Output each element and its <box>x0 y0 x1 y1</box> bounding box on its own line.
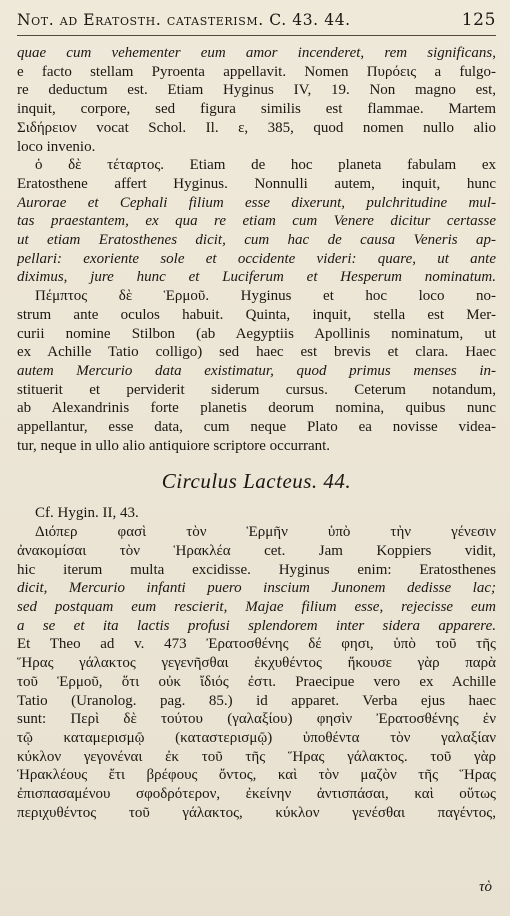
text-line: τῷ καταμερισμῷ (καταστερισμῷ) ὑποθέντα τὸν γαλαξίαν <box>17 729 496 746</box>
text-line: tur, neque in ullo alio antiquiore scriptore occurrant. <box>17 437 331 454</box>
text-line: sed postquam eum rescierit, Majae filium esse, rejecisse eum <box>17 598 496 615</box>
running-header <box>17 10 496 34</box>
text-line: τοῦ Ἑρμοῦ, ὅτι οὐκ ἴδιός ἐστι. Praecipue vero ex Achille <box>17 673 496 690</box>
text-line: Tatio (Uranolog. pag. 85.) id apparet. Verba ejus haec <box>17 692 496 709</box>
text-line: appellantur, esse data, cum neque Plato ea novisse videa- <box>17 419 496 436</box>
running-title: Not. ad Eratosth. catasterism. C. 43. 44. <box>17 11 351 29</box>
text-line: Ἡρακλέους ἔτι βρέφους ὄντος, καὶ τὸν μαζὸν τῆς Ἥρας <box>17 767 496 784</box>
text-line: ab Alexandrinis forte planetis deorum nomina, quibus nunc <box>17 400 496 417</box>
text-line: Cf. Hygin. II, 43. <box>35 505 139 522</box>
text-line: sunt: Περὶ δὲ τούτου (γαλαξίου) φησὶν Ἐρατοσθένης ἐν <box>17 711 496 728</box>
text-line: autem Mercurio data existimatur, quod primus menses in- <box>17 362 496 379</box>
text-line: re deductum est. Etiam Hyginus IV, 19. Non magno est, <box>17 82 496 99</box>
text-line: Aurorae et Cephali filium esse dixerunt, pulchritudine mul- <box>17 194 496 211</box>
catchword: τὸ <box>479 879 492 895</box>
text-line: curii nomine Stilbon (ab Aegyptiis Apollinis nominatum, ut <box>17 325 496 342</box>
text-line: Πέμπτος δὲ Ἑρμοῦ. Hyginus et hoc loco no- <box>35 288 496 305</box>
text-line: dicit, Mercurio infanti puero inscium Junonem dedisse lac; <box>17 580 496 597</box>
section-two-text <box>17 504 496 822</box>
text-line: Et Theo ad v. 473 Ἐρατοσθένης δέ φησι, ὑπὸ τοῦ τῆς <box>17 636 496 653</box>
text-line: ut etiam Eratosthenes dicit, cum hac de causa Veneris ap- <box>17 232 496 249</box>
text-line: diximus, jure hunc et Luciferum et Hesperum nominatum. <box>17 269 496 286</box>
text-line: περιχυθέντος τοῦ γάλακτος, κύκλον γενέσθαι παγέντος, <box>17 804 496 821</box>
text-line: κύκλον γεγονέναι ἐκ τοῦ τῆς Ἥρας γάλακτος. τοῦ γὰρ <box>17 748 496 765</box>
text-line: ἀνακομίσαι τὸν Ἡρακλέα cet. Jam Koppiers vidit, <box>17 542 496 559</box>
section-heading: Circulus Lacteus. 44. <box>161 469 352 494</box>
text-line: strum ante oculos habuit. Quinta, inquit, stella est Mer- <box>17 306 496 323</box>
text-line: ὁ δὲ τέταρτος. Etiam de hoc planeta fabulam ex <box>35 157 496 174</box>
text-line: Σιδήρειον vocat Schol. Il. ε, 385, quod nomen nullo alio <box>17 119 496 136</box>
text-line: inquit, corpore, sed figura similis est flammae. Martem <box>17 101 496 118</box>
text-line: quae cum vehementer eum amor incenderet, rem significans, <box>17 45 496 61</box>
header-rule <box>17 35 496 36</box>
text-line: e facto stellam Pyroenta appellavit. Nomen Πυρόεις a fulgo- <box>17 63 496 80</box>
page-number: 125 <box>461 10 496 30</box>
section-one-text <box>17 44 496 455</box>
text-line: loco invenio. <box>17 138 96 155</box>
text-line: ex Achille Tatio colligo) sed haec est brevis et clara. Haec <box>17 344 496 361</box>
text-line: Διόπερ φασὶ τὸν Ἑρμῆν ὑπὸ τὴν γένεσιν <box>35 524 496 541</box>
text-line: Eratosthene affert Hyginus. Nonnulli autem, inquit, hunc <box>17 175 496 192</box>
text-line: pellari: exoriente sole et occidente videri: quare, ut ante <box>17 250 496 267</box>
text-line: hic iterum multa excidisse. Hyginus enim: Eratosthenes <box>17 561 496 578</box>
text-line: Ἥρας γάλακτος γεγενῆσθαι ἐκχυθέντος ἤκουσε γὰρ παρὰ <box>17 655 496 672</box>
text-line: ἐπισπασαμένου σφοδρότερον, ἐκείνην ἀντισπάσαι, καὶ οὕτως <box>17 786 496 803</box>
text-line: tas praestantem, ex qua re etiam cum Venere dicitur certasse <box>17 213 496 230</box>
text-line: stituerit et perviderit siderum cursus. Ceterum notandum, <box>17 381 496 398</box>
text-line: a se et ita lactis profusi splendorem inter sidera apparere. <box>17 617 496 634</box>
